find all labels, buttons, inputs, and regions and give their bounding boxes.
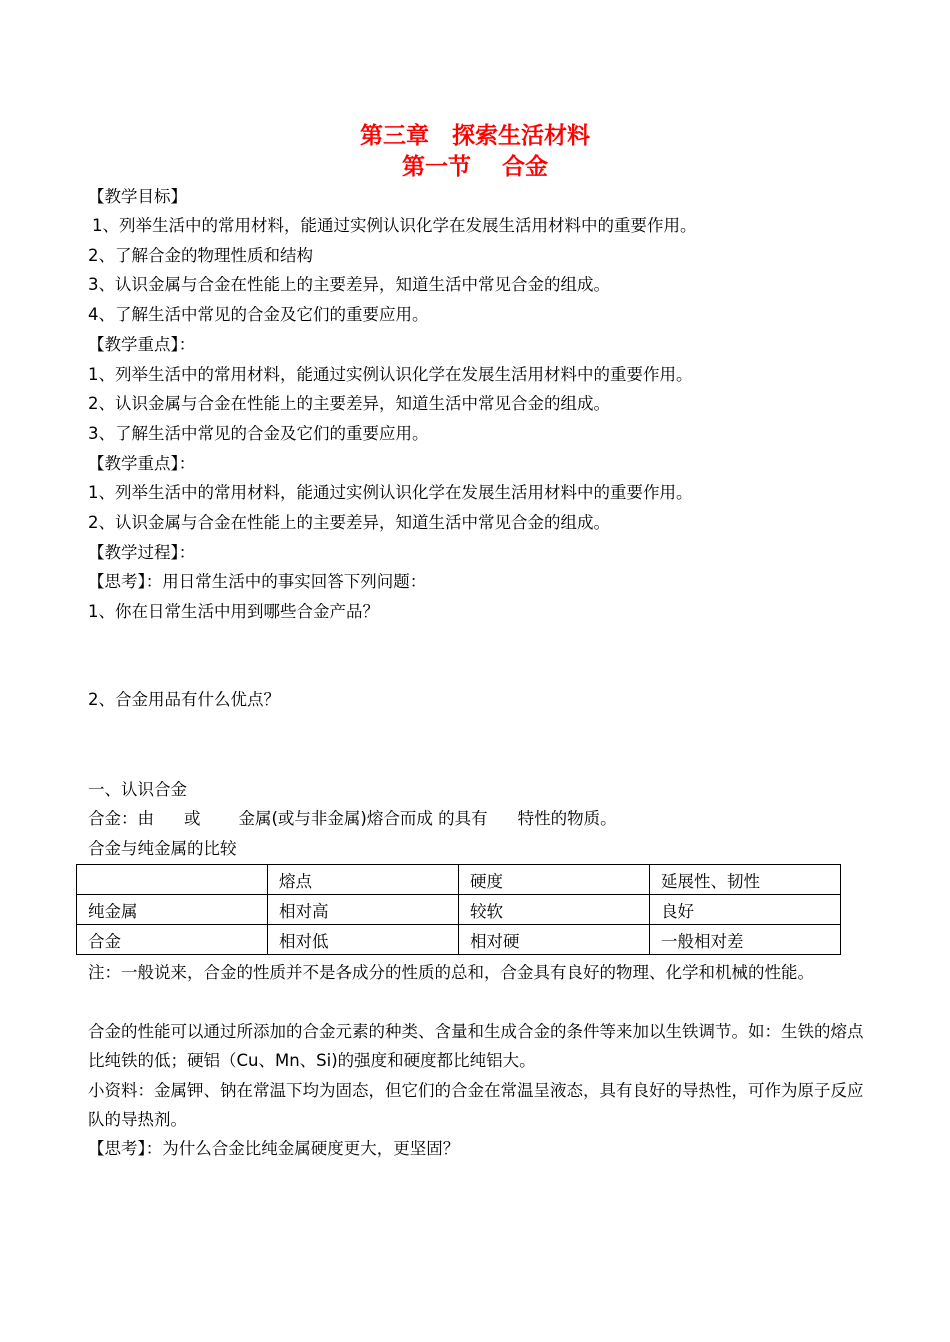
table-header-row — [77, 865, 841, 895]
table-caption: 合金与纯金属的比较 — [88, 839, 237, 858]
alloy-definition — [88, 808, 617, 830]
objective-item: 3、认识金属与合金在性能上的主要差异，知道生活中常见合金的组成。 — [88, 275, 610, 294]
table-header-cell: 熔点 — [268, 865, 459, 895]
material-paragraph: 小资料：金属钾、钠在常温下均为固态，但它们的合金在常温呈液态，具有良好的导热性，可作为原子反应队的导热剂。 — [88, 1081, 864, 1129]
definition-text: 特性的物质。 — [517, 809, 617, 828]
question-1: 1、你在日常生活中用到哪些合金产品？ — [88, 602, 379, 621]
objective-item: 1、列举生活中的常用材料，能通过实例认识化学在发展生活用材料中的重要作用。 — [92, 216, 697, 235]
definition-text: 或 — [184, 809, 201, 828]
objective-item: 4、了解生活中常见的合金及它们的重要应用。 — [88, 305, 429, 324]
process-heading: 【教学过程】： — [88, 543, 196, 562]
definition-text: 合金：由 — [88, 809, 154, 828]
key-point-item: 1、列举生活中的常用材料，能通过实例认识化学在发展生活用材料中的重要作用。 — [88, 365, 693, 384]
table-header-cell — [77, 865, 268, 895]
think-text: ：为什么合金比纯金属硬度更大，更坚固？ — [145, 1139, 460, 1158]
think-text: ：用日常生活中的事实回答下列问题： — [145, 572, 427, 591]
think-prompt — [88, 571, 426, 593]
table-header-cell: 延展性、韧性 — [650, 865, 841, 895]
comparison-table — [76, 864, 841, 955]
table-header-cell: 硬度 — [459, 865, 650, 895]
section-heading: 一、认识合金 — [88, 780, 187, 799]
think-prompt-2 — [88, 1138, 459, 1160]
objectives-heading: 【教学目标】 — [88, 187, 187, 206]
key-point-item: 1、列举生活中的常用材料，能通过实例认识化学在发展生活用材料中的重要作用。 — [88, 483, 693, 502]
table-row — [77, 895, 841, 925]
table-row — [77, 925, 841, 955]
chapter-title: 第三章 探索生活材料 — [360, 123, 590, 149]
performance-paragraph: 合金的性能可以通过所添加的合金元素的种类、含量和生成合金的条件等来加以生铁调节。如：生铁的熔点比纯铁的低；硬铝（Cu、Mn、Si)的强度和硬度都比纯铝大。 — [88, 1022, 864, 1070]
definition-text: 金属(或与非金属)熔合而成 的具有 — [238, 809, 488, 828]
think-label: 【思考】 — [88, 1139, 146, 1158]
table-cell: 良好 — [650, 895, 841, 925]
objective-item: 2、了解合金的物理性质和结构 — [88, 246, 313, 265]
table-cell: 合金 — [77, 925, 268, 955]
think-label: 【思考】 — [88, 572, 146, 591]
key-point-item: 3、了解生活中常见的合金及它们的重要应用。 — [88, 424, 429, 443]
key-points-heading-2: 【教学重点】： — [88, 454, 196, 473]
note-paragraph: 注：一般说来，合金的性质并不是各成分的性质的总和，合金具有良好的物理、化学和机械的性能。 — [88, 963, 814, 982]
table-cell: 相对低 — [268, 925, 459, 955]
table-cell: 相对高 — [268, 895, 459, 925]
section-title: 第一节 合金 — [401, 154, 548, 180]
key-point-item: 2、认识金属与合金在性能上的主要差异，知道生活中常见合金的组成。 — [88, 394, 610, 413]
table-cell: 较软 — [459, 895, 650, 925]
table-cell: 纯金属 — [77, 895, 268, 925]
table-cell: 相对硬 — [459, 925, 650, 955]
table-cell: 一般相对差 — [650, 925, 841, 955]
key-point-item: 2、认识金属与合金在性能上的主要差异，知道生活中常见合金的组成。 — [88, 513, 610, 532]
key-points-heading: 【教学重点】： — [88, 335, 196, 354]
question-2: 2、合金用品有什么优点？ — [88, 690, 280, 709]
